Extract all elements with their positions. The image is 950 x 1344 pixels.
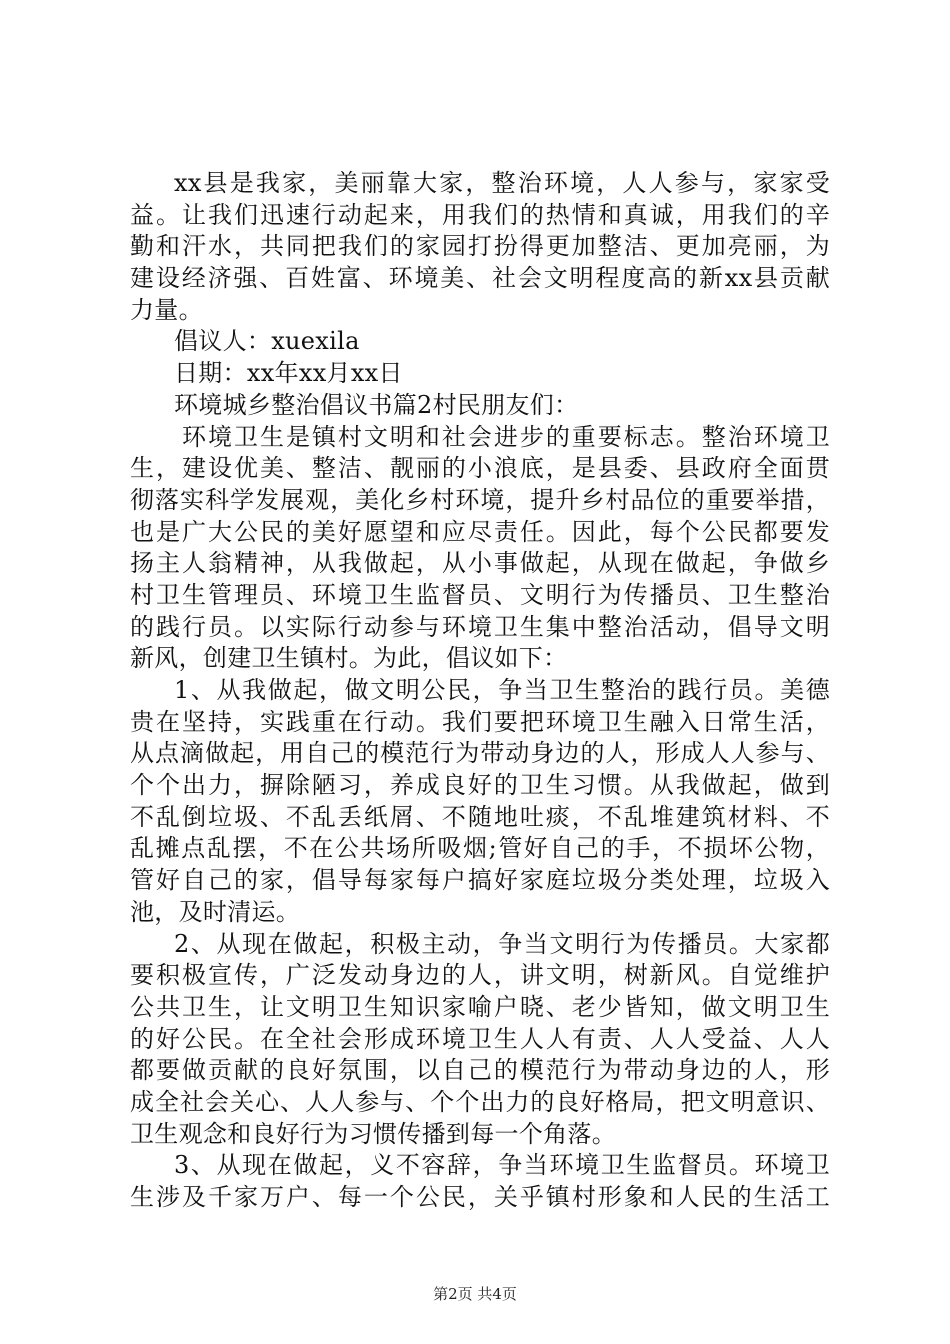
text-line: 的践行员。以实际行动参与环境卫生集中整治活动，倡导文明 xyxy=(130,612,830,641)
document-body xyxy=(130,168,830,1214)
text-line: 要积极宣传，广泛发动身边的人，讲文明，树新风。自觉维护 xyxy=(130,961,830,990)
text-line: 池，及时清运。 xyxy=(130,897,301,926)
text-line: 的好公民。在全社会形成环境卫生人人有责、人人受益、人人 xyxy=(130,1024,830,1053)
text-line: 都要做贡献的良好氛围，以自己的模范行为带动身边的人，形 xyxy=(130,1056,830,1085)
text-line: 勤和汗水，共同把我们的家园打扮得更加整洁、更加亮丽，为 xyxy=(130,232,830,261)
text-line: 日期：xx年xx月xx日 xyxy=(174,359,403,388)
text-line: 彻落实科学发展观，美化乡村环境，提升乡村品位的重要举措， xyxy=(130,485,830,514)
text-line: 成全社会关心、人人参与、个个出力的良好格局，把文明意识、 xyxy=(130,1087,830,1116)
text-line: 环境卫生是镇村文明和社会进步的重要标志。整治环境卫 xyxy=(182,422,830,451)
text-line: 卫生观念和良好行为习惯传播到每一个角落。 xyxy=(130,1119,616,1148)
text-line: 1、从我做起，做文明公民，争当卫生整治的践行员。美德 xyxy=(174,676,830,704)
text-line: 建设经济强、百姓富、环境美、社会文明程度高的新xx县贡献 xyxy=(130,264,830,293)
text-line: 从点滴做起，用自己的模范行为带动身边的人，形成人人参与、 xyxy=(130,739,830,768)
text-line: xx县是我家，美丽靠大家，整治环境，人人参与，家家受 xyxy=(174,169,830,197)
text-line: 不乱倒垃圾、不乱丢纸屑、不随地吐痰，不乱堆建筑材料、不 xyxy=(130,802,830,831)
text-line: 生涉及千家万户、每一个公民，关乎镇村形象和人民的生活工 xyxy=(130,1183,830,1211)
text-line: 也是广大公民的美好愿望和应尽责任。因此，每个公民都要发 xyxy=(130,517,830,546)
text-line: 倡议人：xuexila xyxy=(174,327,360,356)
page-footer: 第2页 共4页 xyxy=(433,1285,517,1303)
text-line: 村卫生管理员、环境卫生监督员、文明行为传播员、卫生整治 xyxy=(130,580,830,609)
text-line: 贵在坚持，实践重在行动。我们要把环境卫生融入日常生活， xyxy=(130,707,830,736)
text-line: 管好自己的家，倡导每家每户搞好家庭垃圾分类处理，垃圾入 xyxy=(130,866,830,895)
text-line: 3、从现在做起，义不容辞，争当环境卫生监督员。环境卫 xyxy=(174,1151,830,1180)
text-line: 2、从现在做起，积极主动，争当文明行为传播员。大家都 xyxy=(174,929,830,958)
text-line: 环境城乡整治倡议书篇2村民朋友们： xyxy=(174,390,579,419)
text-line: 乱摊点乱摆，不在公共场所吸烟;管好自己的手，不损坏公物， xyxy=(130,834,830,863)
text-line: 生，建设优美、整洁、靓丽的小浪底，是县委、县政府全面贯 xyxy=(130,454,830,483)
text-line: 公共卫生，让文明卫生知识家喻户晓、老少皆知，做文明卫生 xyxy=(130,992,830,1021)
text-line: 个个出力，摒除陋习，养成良好的卫生习惯。从我做起，做到 xyxy=(130,771,830,800)
text-line: 力量。 xyxy=(130,295,203,324)
text-line: 扬主人翁精神，从我做起，从小事做起，从现在做起，争做乡 xyxy=(130,549,830,578)
text-line: 益。让我们迅速行动起来，用我们的热情和真诚，用我们的辛 xyxy=(130,200,830,229)
text-line: 新风，创建卫生镇村。为此，倡议如下： xyxy=(130,644,568,673)
